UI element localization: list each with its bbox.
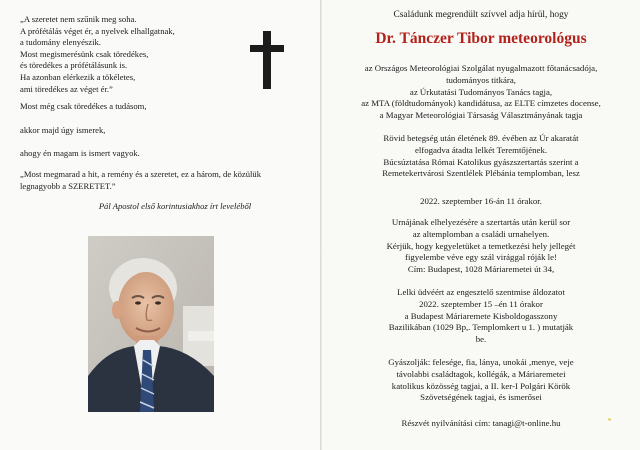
- poem-line: A prófétálás véget ér, a nyelvek elhallgatnak,: [20, 25, 175, 36]
- poem-line: Most megismerésünk csak töredékes,: [20, 48, 149, 59]
- mass-text: Lelki üdvéért az engesztelő szentmise áldozatot 2022. szeptember 15 –én 11 órakor a Budapest Máriaremete Kisboldogasszony Bazilikában (1029 Bp,. Templomkert u 1. ) mutatják be.: [388, 287, 574, 345]
- cross-icon: [250, 31, 284, 89]
- poem-line: a tudomány elenyészik.: [20, 37, 101, 48]
- poem-line: és töredékes a prófétálásunk is.: [20, 60, 128, 71]
- mourners-text: Gyászolják: felesége, fia, lánya, unokái ,menye, veje távolabbi családtagok, kollégák, a Máriaremetei katolikus közösség tagjai, a II. ker-I Polgári Körök Szövetségének tagjai, és ismerősei: [388, 357, 574, 403]
- verse-line-a: Most még csak töredékes a tudásom,: [20, 101, 147, 111]
- right-page: [322, 0, 640, 450]
- titles-text: az Országos Meteorológiai Szolgálat nyugalmazott főtanácsadója, tudományos titkára, az Úrkutatási Tudományos Tanács tagja, az MTA (földtudományok) kandidátusa, az ELTE címzetes docense, a Magyar Meteorológiai Társaság Választmányának tagja: [361, 63, 601, 121]
- poem-stanza: [20, 14, 245, 95]
- condolence-address: Részvét nyilvánítási cím: tanagi@t-online.hu: [401, 418, 561, 428]
- mourners-block: [322, 357, 640, 404]
- portrait-photo: [88, 236, 214, 412]
- urn-text: Urnájának elhelyezésére a szertartás után kerül sor az altemplomban a családi urnahelyen. Kérjük, hogy kegyeletüket a temetkezési hely jellegét figyelembe véve egy szál virággal róják le! Cím: Budapest, 1028 Máriaremetei út 34,: [386, 217, 576, 275]
- verse-line-b: akkor majd úgy ismerek,: [20, 125, 106, 135]
- announcement-intro: Családunk megrendült szívvel adja hírül, hogy: [393, 10, 569, 20]
- death-block: [322, 133, 640, 180]
- paper-mark: [608, 418, 611, 421]
- final-quote: „Most megmarad a hit, a remény és a szeretet, ez a három, de közülük legnagyobb a SZERETET.”: [20, 169, 262, 191]
- deceased-name: Dr. Tánczer Tibor meteorológus: [375, 30, 587, 47]
- poem-line: „A szeretet nem szűnik meg soha.: [20, 14, 137, 24]
- poem-line: ami töredékes az véget ér.”: [20, 83, 113, 94]
- death-text: Rövid betegség után életének 89. évében az Úr akaratát elfogadva átadta lelkét Teremtőjének. Búcsúztatása Római Katolikus gyászszertartás szerint a Remetekertvárosi Szentlélek Plébánia templomban, lesz: [382, 133, 580, 179]
- urn-block: [322, 217, 640, 276]
- verse-line-c: ahogy én magam is ismert vagyok.: [20, 148, 140, 158]
- funeral-date: 2022. szeptember 16-án 11 órakor.: [420, 196, 542, 206]
- mass-block: [322, 287, 640, 346]
- poem-line: Ha azonban elérkezik a tökéletes,: [20, 71, 136, 82]
- titles-block: [322, 63, 640, 122]
- quote-source: Pál Apostol első korintusiakhoz írt leveléből: [98, 201, 252, 211]
